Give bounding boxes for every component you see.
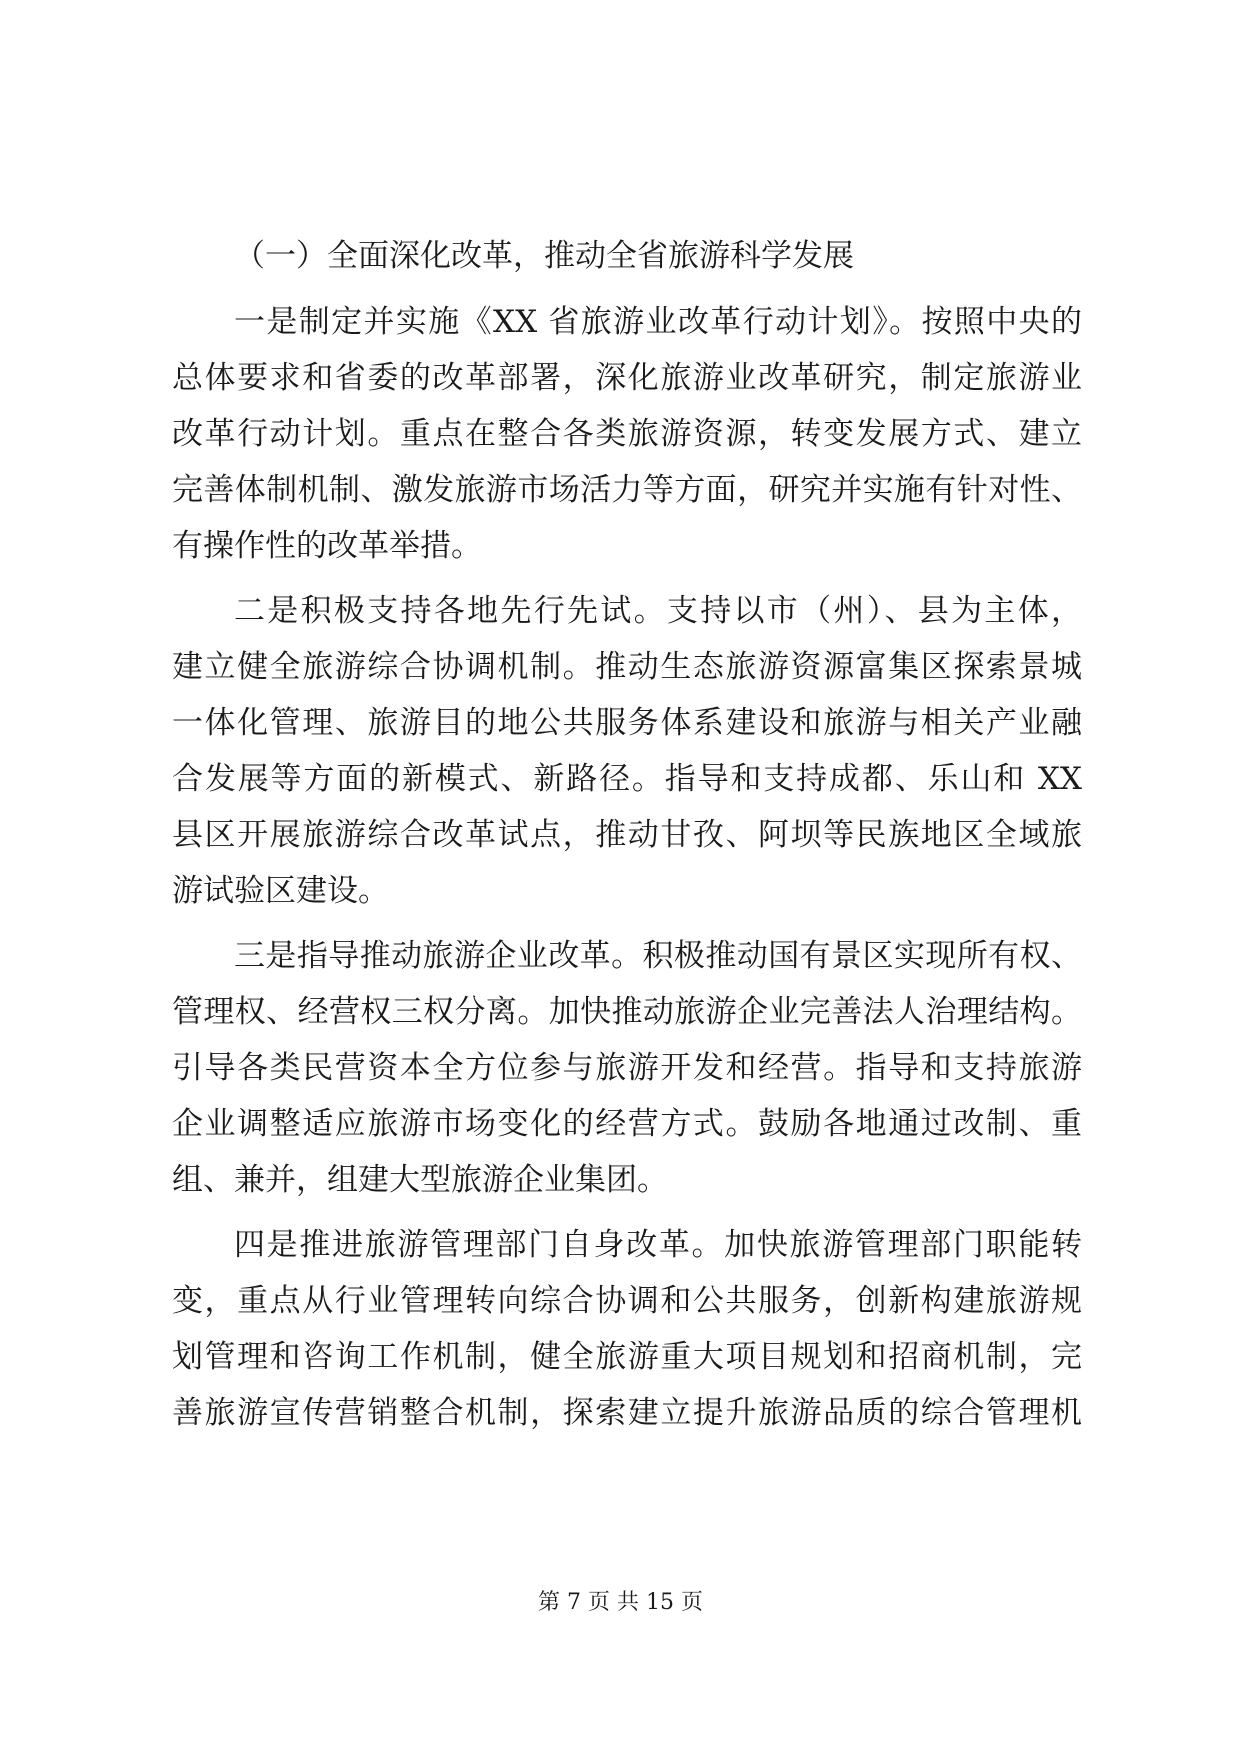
paragraph-line: 三是指导推动旅游企业改革。积极推动国有景区实现所有权、 [234,938,1082,974]
paragraph-line: 完善体制机制、激发旅游市场活力等方面，研究并实施有针对性、 [172,472,1082,508]
paragraph-line: 有操作性的改革举措。 [172,528,482,564]
paragraph-line: 一是制定并实施《XX 省旅游业改革行动计划》。按照中央的 [234,304,1082,340]
paragraph-line: 划管理和咨询工作机制，健全旅游重大项目规划和招商机制，完 [172,1339,1082,1375]
paragraph-line: 管理权、经营权三权分离。加快推动旅游企业完善法人治理结构。 [172,994,1082,1030]
paragraph-line: 变，重点从行业管理转向综合协调和公共服务，创新构建旅游规 [172,1283,1082,1319]
paragraph-3 [172,928,1082,1208]
paragraph-line: 改革行动计划。重点在整合各类旅游资源，转变发展方式、建立 [172,416,1082,452]
section-heading: （一）全面深化改革，推动全省旅游科学发展 [234,238,854,274]
paragraph-line: 合发展等方面的新模式、新路径。指导和支持成都、乐山和 XX [172,761,1082,797]
paragraph-line: 游试验区建设。 [172,873,389,909]
paragraph-line: 企业调整适应旅游市场变化的经营方式。鼓励各地通过改制、重 [172,1106,1082,1142]
paragraph-4 [172,1217,1082,1441]
paragraph-line: 善旅游宣传营销整合机制，探索建立提升旅游品质的综合管理机 [172,1395,1082,1431]
paragraph-1 [172,294,1082,574]
paragraph-line: 组、兼并，组建大型旅游企业集团。 [172,1162,668,1198]
page-footer: 第 7 页 共 15 页 [538,1590,703,1615]
paragraph-line: 二是积极支持各地先行先试。支持以市（州）、县为主体， [234,593,1082,629]
paragraph-line: 四是推进旅游管理部门自身改革。加快旅游管理部门职能转 [234,1227,1082,1263]
paragraph-line: 总体要求和省委的改革部署，深化旅游业改革研究，制定旅游业 [172,360,1082,396]
paragraph-line: 建立健全旅游综合协调机制。推动生态旅游资源富集区探索景城 [172,649,1082,685]
paragraph-line: 县区开展旅游综合改革试点，推动甘孜、阿坝等民族地区全域旅 [172,817,1082,853]
paragraph-2 [172,583,1082,919]
paragraph-line: 一体化管理、旅游目的地公共服务体系建设和旅游与相关产业融 [172,705,1082,741]
paragraph-line: 引导各类民营资本全方位参与旅游开发和经营。指导和支持旅游 [172,1050,1082,1086]
document-body [172,228,1082,1450]
